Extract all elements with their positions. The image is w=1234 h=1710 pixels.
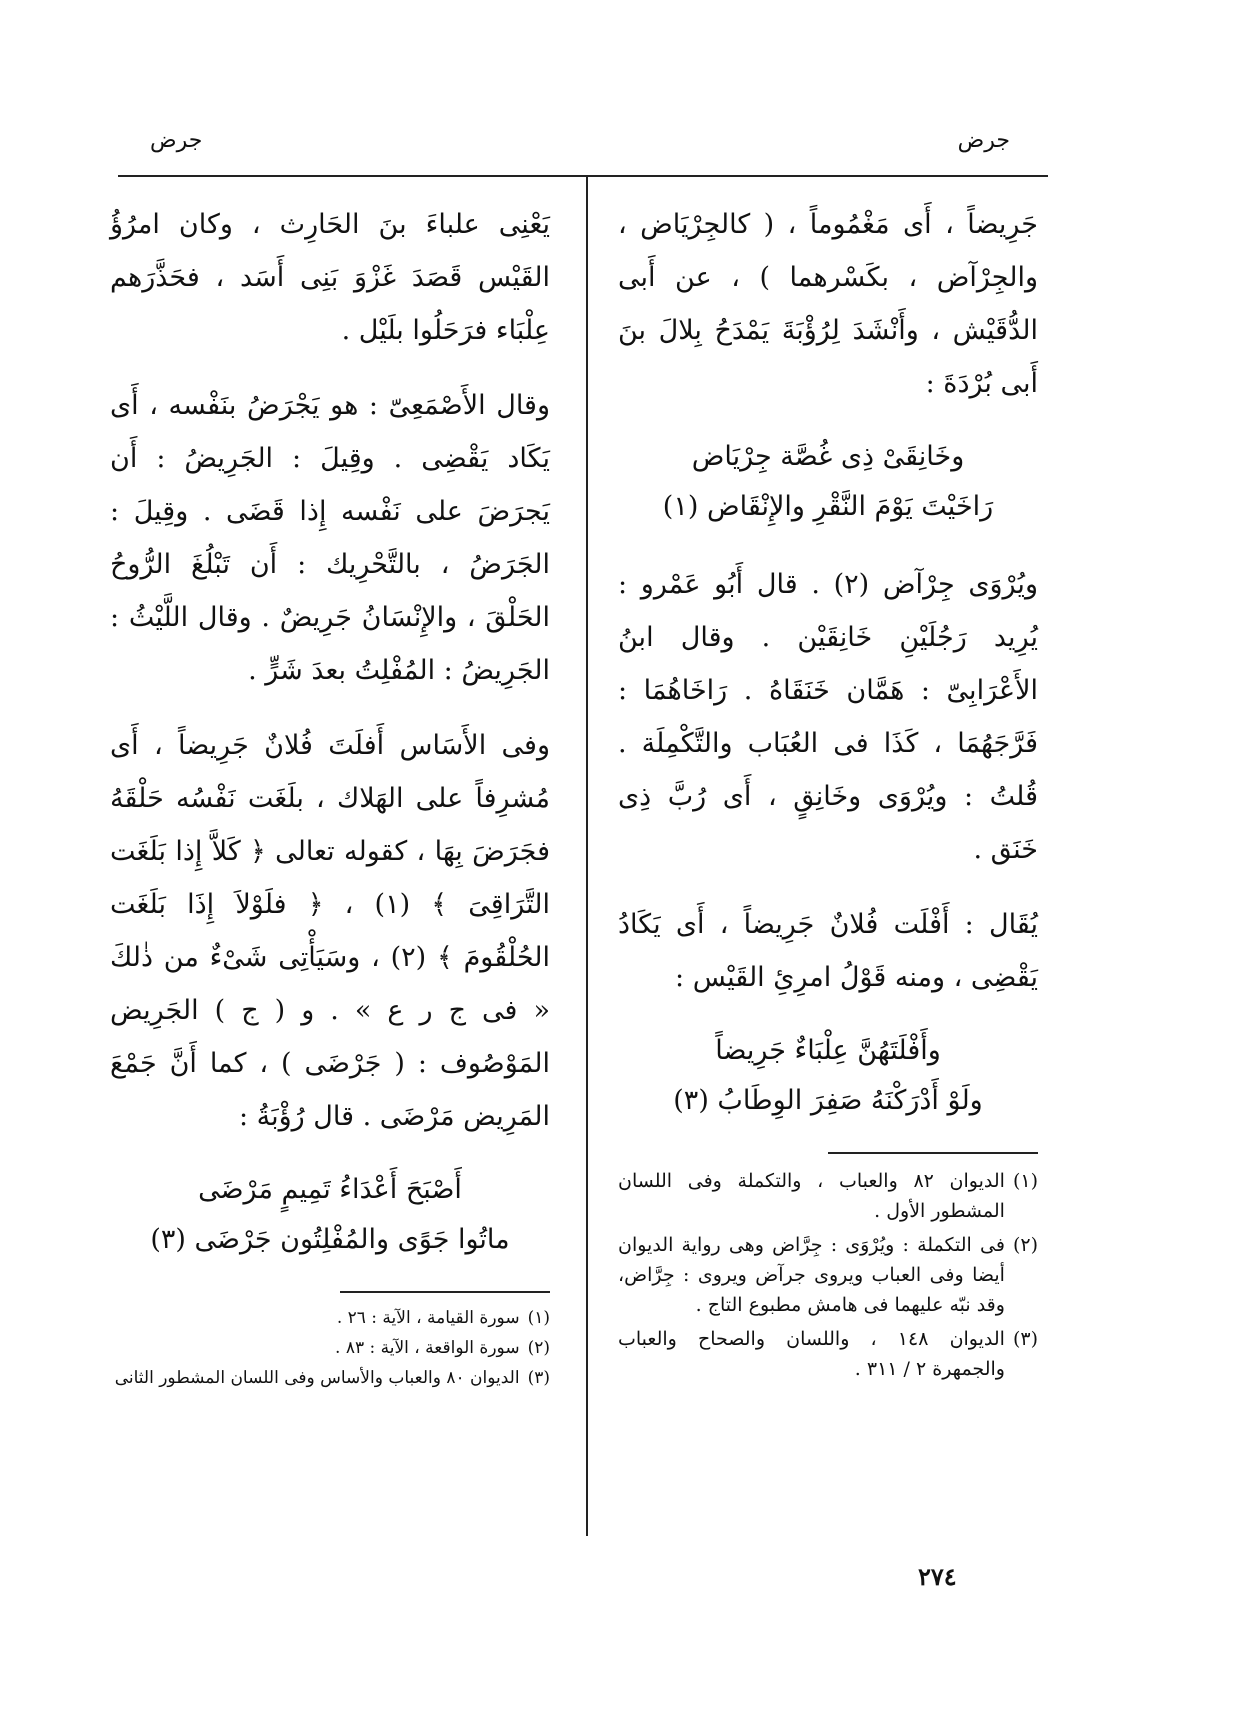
right-column bbox=[618, 198, 1038, 1388]
footnote-number: (٣) bbox=[527, 1368, 550, 1388]
verse-line: ماتُوا جَوًى والمُفْلِتُون جَرْضَى (٣) bbox=[150, 1224, 510, 1255]
footnote-number: (٣) bbox=[1012, 1328, 1038, 1350]
footnote-rule bbox=[340, 1291, 550, 1293]
footnote-number: (١) bbox=[527, 1308, 550, 1328]
running-header-left: جرض bbox=[150, 128, 203, 153]
footnote bbox=[618, 1166, 1038, 1226]
paragraph: ويُرْوَى جِرْآض (٢) . قال أَبُو عَمْرو : يُرِيد رَجُلَيْنِ خَانِقَيْن . وقال ابنُ الأَعْرَابِىّ : هَمَّان خَنَقَاهُ . رَاخَاهُمَا : فَرَّجَهُمَا ، كَذَا فى العُبَاب والتَّكْمِلَة . قُلتُ : ويُرْوَى وخَانِقٍ ، أَى رُبَّ ذِى خَنَق . bbox=[618, 569, 1038, 865]
paragraph: وقال الأَصْمَعِىّ : هو يَجْرَضُ بنَفْسه ، أَى يَكَاد يَقْضِى . وقِيلَ : الجَرِيضُ : أَن يَجرَضَ على نَفْسه إِذا قَضَى . وقِيلَ : الجَرَضُ ، بالتَّحْرِيك : أَن تَبْلُغَ الرُّوحُ الحَلْقَ ، والإِنْسَانُ جَرِيضٌ . وقال اللَّيْثُ : الجَرِيضُ : المُفْلِتُ بعدَ شَرٍّ . bbox=[110, 390, 550, 686]
verse bbox=[618, 1026, 1038, 1126]
verse-line: وخَانِقَىْ ذِى غُصَّة جِرْيَاض bbox=[691, 441, 965, 472]
paragraph: يُقَال : أَفْلَت فُلانٌ جَرِيضاً ، أَى يَكَادُ يَقْضِى ، ومنه قَوْلُ امرِئِ القَيْس : bbox=[618, 909, 1038, 993]
verse-line: ولَوْ أَدْرَكْنَهُ صَفِرَ الوِطَابُ (٣) bbox=[673, 1085, 983, 1116]
footnote-text: سورة الواقعة ، الآية : ٨٣ . bbox=[335, 1338, 520, 1358]
footnote-number: (٢) bbox=[527, 1338, 550, 1358]
footnote-text: الديوان ٨٠ والعباب والأساس وفى اللسان المشطور الثانى bbox=[114, 1368, 520, 1388]
footnote bbox=[110, 1335, 550, 1361]
left-column bbox=[110, 198, 550, 1395]
paragraph: جَرِيضاً ، أَى مَغْمُوماً ، ( كالجِرْيَاض ، والجِرْآض ، بكَسْرهما ) ، عن أَبى الدُّقَيْش ، وأَنْشَدَ لِرُؤْبَةَ يَمْدَحُ بِلالَ بنَ أَبى بُرْدَةَ : bbox=[618, 209, 1038, 399]
verse-line: وأَفْلَتَهُنَّ عِلْبَاءٌ جَرِيضاً bbox=[715, 1035, 941, 1066]
footnote-text: فى التكملة : ويُرْوَى : جِرَّاض وهى رواية الديوان أيضا وفى العباب ويروى جرآض ويروى : جِرَّاض، وقد نبّه عليهما فى هامش مطبوع التاج . bbox=[618, 1234, 1005, 1316]
footnote-number: (٢) bbox=[1012, 1234, 1038, 1256]
running-header-right: جرض bbox=[957, 128, 1010, 153]
column-divider bbox=[586, 176, 588, 1536]
page-number: ٢٧٤ bbox=[918, 1562, 957, 1591]
footnote bbox=[618, 1324, 1038, 1384]
footnote-number: (١) bbox=[1012, 1170, 1038, 1192]
verse bbox=[110, 1165, 550, 1265]
header-rule bbox=[118, 175, 1048, 177]
verse-line: رَاخَيْتَ يَوْمَ النَّقْرِ والإِنْقَاض (١) bbox=[662, 491, 994, 522]
footnote-text: الديوان ٨٢ والعباب ، والتكملة وفى اللسان المشطور الأول . bbox=[618, 1170, 1005, 1222]
verse-line: أَصْبَحَ أَعْدَاءُ تَمِيمٍ مَرْضَى bbox=[198, 1174, 462, 1205]
footnote-text: الديوان ١٤٨ ، واللسان والصحاح والعباب والجمهرة ٢ / ٣١١ . bbox=[618, 1328, 1005, 1380]
verse bbox=[618, 432, 1038, 532]
footnote-rule bbox=[828, 1152, 1038, 1154]
paragraph: يَعْنِى علباءَ بنَ الحَارِث ، وكان امرُؤُ القَيْس قَصَدَ غَزْوَ بَنِى أَسَد ، فحَذَّرَهم عِلْبَاء فرَحَلُوا بلَيْل . bbox=[110, 209, 550, 346]
footnote bbox=[110, 1305, 550, 1331]
paragraph: وفى الأَسَاس أَفلَتَ فُلانٌ جَرِيضاً ، أَى مُشرِفاً على الهَلاك ، بلَغَت نَفْسُه حَلْقَهُ فجَرَضَ بِهَا ، كقوله تعالى ﴿ كَلاَّ إِذا بَلَغَت التَّرَاقِىَ ﴾ (١) ، ﴿ فلَوْلاَ إِذَا بَلَغَت الحُلْقُومَ ﴾ (٢) ، وسَيَأْتِى شَىْءٌ من ذٰلكَ « فى ج ر ع » . و ( ج ) الجَرِيض المَوْصُوف : ( جَرْضَى ) ، كما أَنَّ جَمْعَ المَرِيض مَرْضَى . قال رُؤْبَةُ : bbox=[110, 730, 551, 1132]
footnote bbox=[110, 1365, 550, 1391]
footnote bbox=[618, 1230, 1038, 1320]
footnote-text: سورة القيامة ، الآية : ٢٦ . bbox=[336, 1308, 520, 1328]
